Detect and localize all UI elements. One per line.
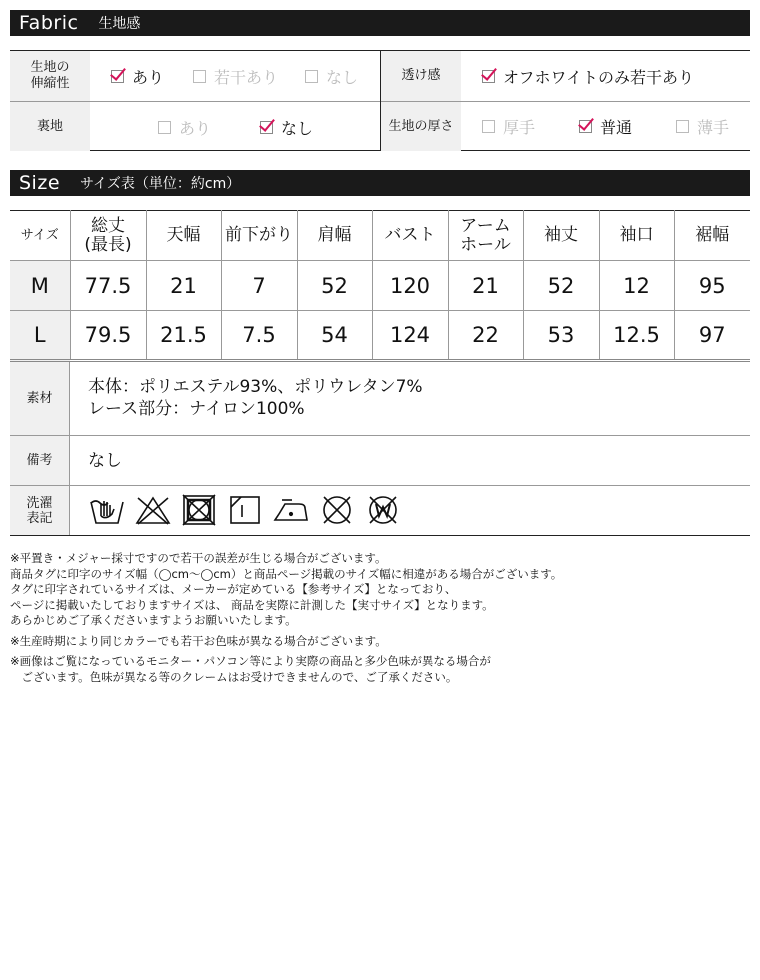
size-value-cell: 12 [599,261,674,311]
note-line: ※生産時期により同じカラーでも若干お色味が異なる場合がございます。 [10,633,387,648]
size-header-cell: 袖丈 [523,211,599,261]
no-tumble-dry-icon [180,494,218,526]
material-label: 素材 [10,362,70,435]
size-header-cell: アーム ホール [448,211,523,261]
lining-option-no: なし [260,117,313,137]
stretch-option-slight: 若干あり [193,66,278,86]
size-title-en: Size [19,172,61,194]
remarks-row [10,436,750,486]
checkbox-icon [305,70,318,83]
checkbox-icon [193,70,206,83]
stretch-option-yes: あり [111,66,164,86]
size-value-cell: 97 [674,311,750,361]
note-line: タグに印字されているサイズは、メーカーが定めている【参考サイズ】となっており、 [10,582,457,596]
no-dry-clean-icon [318,494,356,526]
lining-label: 裏地 [10,102,90,151]
line-dry-shade-icon [226,494,264,526]
checkbox-icon [482,120,495,133]
fabric-title-jp: 生地感 [98,16,141,32]
thickness-label: 生地の厚さ [381,102,461,151]
size-header-cell: 袖口 [599,211,674,261]
info-table [10,362,750,536]
size-value-cell: 21.5 [146,311,221,361]
no-wet-clean-icon [364,494,402,526]
hand-wash-icon [88,494,126,526]
remarks-value: なし [88,451,122,471]
size-value-cell: 79.5 [70,311,146,361]
size-value-cell: 95 [674,261,750,311]
note-line: あらかじめご了承くださいますようお願いいたします。 [10,613,297,627]
stretch-option-no: なし [305,66,358,86]
note-line: ※平置き・メジャー採寸ですので若干の誤差が生じる場合がございます。 [10,551,387,565]
size-header-cell: 総丈 (最長) [70,211,146,261]
size-name-cell: L [10,311,70,361]
note-line: ※画像はご覧になっているモニター・パソコン等により実際の商品と多少色味が異なる場合が [10,654,491,668]
table-row [10,311,750,361]
checkbox-icon [482,70,495,83]
checkbox-icon [158,121,171,134]
wash-label: 洗濯 表記 [10,486,70,535]
no-bleach-icon [134,494,172,526]
wash-icons [88,494,402,526]
size-value-cell: 124 [372,311,448,361]
size-header-cell: 裾幅 [674,211,750,261]
size-value-cell: 7.5 [221,311,297,361]
material-line: 本体：ポリエステル93%、ポリウレタン7% [88,377,423,397]
material-line: レース部分：ナイロン100% [88,399,305,419]
note-line: ページに掲載いたしておりますサイズは、 商品を実際に計測した【実寸サイズ】となります。 [10,597,494,612]
wash-row [10,486,750,536]
size-value-cell: 21 [448,261,523,311]
size-value-cell: 21 [146,261,221,311]
size-header-cell: バスト [372,211,448,261]
checkbox-icon [111,70,124,83]
fabric-table [10,50,750,151]
lining-option-yes: あり [158,117,211,137]
size-name-cell: M [10,261,70,311]
size-value-cell: 120 [372,261,448,311]
thickness-option-thick: 厚手 [482,116,535,136]
size-header-cell: 前下がり [221,211,297,261]
fabric-title-en: Fabric [19,12,79,34]
size-value-cell: 54 [297,311,372,361]
size-header-cell: サイズ [10,211,70,261]
stretch-label: 生地の 伸縮性 [10,51,90,101]
size-value-cell: 12.5 [599,311,674,361]
note-line: 商品タグに印字のサイズ幅（◯cm〜◯cm）と商品ページ掲載のサイズ幅に相違がある場合がございます。 [10,566,563,581]
iron-low-icon [272,494,310,526]
checkbox-icon [676,120,689,133]
sheer-option: オフホワイトのみ若干あり [482,66,694,86]
notes [10,551,750,685]
size-header-cell: 天幅 [146,211,221,261]
sheer-label: 透け感 [381,51,461,101]
note-line: ございます。色味が異なる等のクレームはお受けできませんので、ご了承ください。 [10,669,458,684]
size-table-header [10,211,750,261]
thickness-option-thin: 薄手 [676,116,729,136]
size-header-cell: 肩幅 [297,211,372,261]
checkbox-icon [579,120,592,133]
size-section-header [10,170,750,196]
thickness-option-normal: 普通 [579,116,632,136]
size-value-cell: 7 [221,261,297,311]
size-table [10,210,750,362]
size-value-cell: 53 [523,311,599,361]
size-value-cell: 52 [297,261,372,311]
size-value-cell: 22 [448,311,523,361]
size-title-jp: サイズ表（単位：約cm） [80,176,241,192]
material-row [10,362,750,436]
fabric-section-header [10,10,750,36]
checkbox-icon [260,121,273,134]
remarks-label: 備考 [10,436,70,485]
size-value-cell: 52 [523,261,599,311]
size-value-cell: 77.5 [70,261,146,311]
table-row [10,261,750,311]
